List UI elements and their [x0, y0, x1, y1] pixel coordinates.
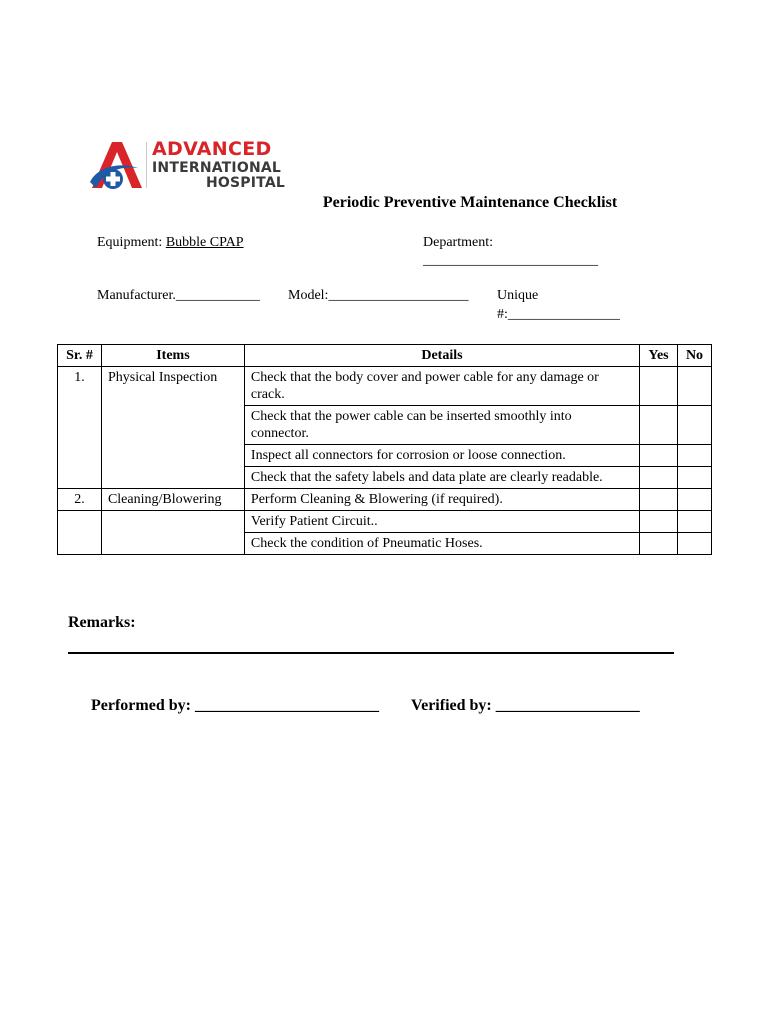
yes-checkbox-cell[interactable] [640, 367, 678, 406]
row-detail: Inspect all connectors for corrosion or loose connection. [244, 445, 639, 467]
table-row [58, 467, 712, 489]
row-item [101, 445, 244, 467]
verified-by-field: Verified by: __________________ [411, 697, 640, 714]
no-checkbox-cell[interactable] [678, 511, 712, 533]
row-sr [58, 445, 102, 467]
row-item [101, 467, 244, 489]
row-sr [58, 467, 102, 489]
department-label: Department: [423, 235, 493, 250]
row-detail: Check that the safety labels and data plate are clearly readable. [244, 467, 639, 489]
remarks-line[interactable] [68, 652, 674, 654]
logo-text-line1: ADVANCED [152, 138, 272, 160]
header-sr: Sr. # [58, 345, 102, 367]
header-items: Items [101, 345, 244, 367]
row-detail: Perform Cleaning & Blowering (if required). [244, 489, 639, 511]
logo-text-line2: INTERNATIONAL [152, 160, 282, 176]
logo-divider [146, 142, 147, 188]
equipment-value: Bubble CPAP [165, 235, 244, 250]
no-checkbox-cell[interactable] [678, 533, 712, 555]
row-sr [58, 406, 102, 445]
row-detail: Check that the power cable can be inserted smoothly into connector. [244, 406, 639, 445]
no-checkbox-cell[interactable] [678, 445, 712, 467]
performed-by-field: Performed by: _______________________ [91, 697, 379, 714]
table-row [58, 367, 712, 406]
table-row [58, 533, 712, 555]
hospital-logo [88, 138, 316, 194]
header-details: Details [244, 345, 639, 367]
table-row [58, 406, 712, 445]
equipment-label: Equipment: [97, 235, 163, 250]
table-row [58, 511, 712, 533]
row-detail: Check that the body cover and power cable for any damage or crack. [244, 367, 639, 406]
row-item [101, 406, 244, 445]
row-item [101, 533, 244, 555]
row-item [101, 511, 244, 533]
no-checkbox-cell[interactable] [678, 406, 712, 445]
yes-checkbox-cell[interactable] [640, 406, 678, 445]
row-item: Cleaning/Blowering [101, 489, 244, 511]
row-sr [58, 511, 102, 533]
document-title: Periodic Preventive Maintenance Checklist [322, 194, 618, 211]
equipment-field [97, 235, 244, 251]
maintenance-checklist-table [57, 344, 712, 555]
model-field: Model:____________________ [288, 288, 469, 303]
row-item: Physical Inspection [101, 367, 244, 406]
row-sr: 2. [58, 489, 102, 511]
no-checkbox-cell[interactable] [678, 367, 712, 406]
no-checkbox-cell[interactable] [678, 489, 712, 511]
yes-checkbox-cell[interactable] [640, 445, 678, 467]
header-no: No [678, 345, 712, 367]
row-detail: Verify Patient Circuit.. [244, 511, 639, 533]
row-detail: Check the condition of Pneumatic Hoses. [244, 533, 639, 555]
row-sr: 1. [58, 367, 102, 406]
row-sr [58, 533, 102, 555]
remarks-label: Remarks: [68, 614, 136, 631]
logo-text-line3: HOSPITAL [206, 175, 285, 191]
hospital-logo-mark-icon [88, 138, 148, 194]
table-row [58, 445, 712, 467]
yes-checkbox-cell[interactable] [640, 489, 678, 511]
no-checkbox-cell[interactable] [678, 467, 712, 489]
unique-blank: #:________________ [497, 307, 620, 322]
department-blank: _________________________ [423, 253, 598, 268]
table-row [58, 489, 712, 511]
yes-checkbox-cell[interactable] [640, 511, 678, 533]
table-header-row [58, 345, 712, 367]
header-yes: Yes [640, 345, 678, 367]
yes-checkbox-cell[interactable] [640, 533, 678, 555]
manufacturer-field: Manufacturer.____________ [97, 288, 260, 303]
unique-label: Unique [497, 288, 539, 303]
yes-checkbox-cell[interactable] [640, 467, 678, 489]
